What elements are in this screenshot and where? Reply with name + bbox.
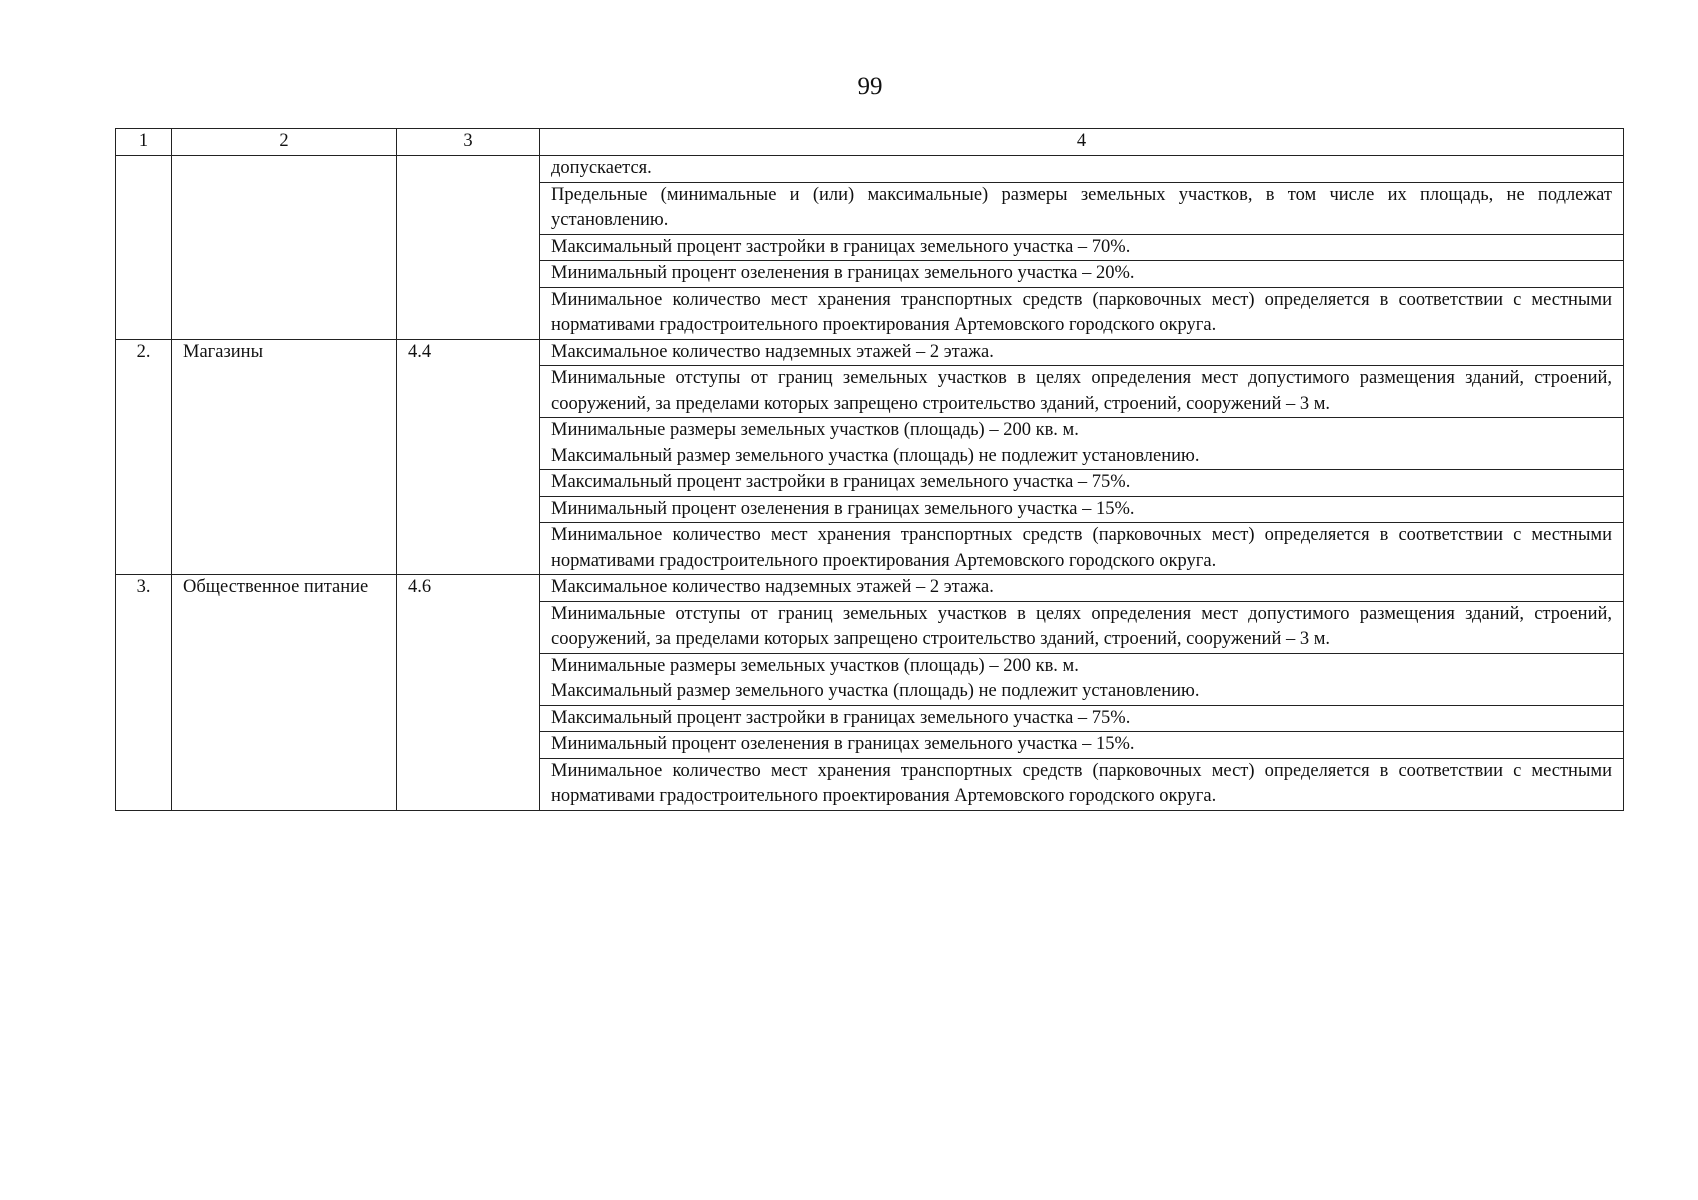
param-line: Минимальный процент озеленения в границах земельного участка – 15%.: [551, 734, 1135, 754]
entry-name-cell: Общественное питание: [172, 575, 397, 811]
param-line: Минимальные размеры земельных участков (площадь) – 200 кв. м.: [551, 655, 1079, 676]
param-cell: [540, 523, 1624, 575]
column-header-1: 1: [116, 129, 172, 156]
param-cell: допускается.: [540, 156, 1624, 183]
header-row: [116, 129, 1624, 156]
entry-number-cell: 2.: [116, 339, 172, 575]
param-line: Максимальный процент застройки в границах земельного участка – 75%.: [551, 707, 1131, 728]
param-line: Минимальный процент озеленения в границах земельного участка – 15%.: [551, 498, 1135, 519]
entry-name-cell: Магазины: [172, 339, 397, 575]
continued-code-cell: [397, 156, 540, 340]
param-line: Минимальное количество мест хранения транспортных средств (парковочных мест) определяется в соответствии с местными нормативами градостроительного проектирования Артемовского городского округа.: [551, 760, 1612, 806]
param-cell: Минимальный процент озеленения в границах земельного участка – 20%.: [540, 261, 1624, 288]
param-line: Минимальные размеры земельных участков (площадь) – 200 кв. м.: [551, 420, 1079, 440]
table-body: [116, 156, 1624, 811]
entry-number-cell: 3.: [116, 575, 172, 811]
param-cell: [540, 705, 1624, 732]
param-cell: [540, 496, 1624, 523]
param-cell: [540, 653, 1624, 705]
param-cell: [540, 470, 1624, 497]
param-cell: [540, 575, 1624, 602]
param-cell: Максимальный процент застройки в границах земельного участка – 70%.: [540, 234, 1624, 261]
column-header-2: 2: [172, 129, 397, 156]
param-cell: [540, 339, 1624, 366]
entry-code-cell: 4.4: [397, 339, 540, 575]
param-line: Максимальный процент застройки в границах земельного участка – 75%.: [551, 472, 1131, 492]
param-cell: [540, 366, 1624, 418]
param-line: Максимальное количество надземных этажей – 2 этажа.: [551, 341, 994, 362]
column-header-4: 4: [540, 129, 1624, 156]
table-row: [116, 339, 1624, 366]
entry-code-cell: 4.6: [397, 575, 540, 811]
param-line: Минимальные отступы от границ земельных участков в целях определения мест допустимого размещения зданий, строений, сооружений, за пределами которых запрещено строительство зданий, строений, сооружений – 3 м.: [551, 603, 1612, 649]
param-cell: [540, 601, 1624, 653]
param-cell: Предельные (минимальные и (или) максимальные) размеры земельных участков, в том числе их площадь, не подлежат установлению.: [540, 182, 1624, 234]
table-header: [116, 129, 1624, 156]
table-row: [116, 575, 1624, 602]
param-cell: [540, 758, 1624, 810]
param-line: Максимальный размер земельного участка (площадь) не подлежит установлению.: [551, 681, 1200, 701]
regulations-table: [115, 128, 1624, 811]
param-cell: Минимальное количество мест хранения транспортных средств (парковочных мест) определяется в соответствии с местными нормативами градостроительного проектирования Артемовского городского округа.: [540, 287, 1624, 339]
continued-name-cell: [172, 156, 397, 340]
param-line: Максимальное количество надземных этажей – 2 этажа.: [551, 577, 994, 597]
page-number: 99: [857, 73, 883, 100]
param-line: Минимальное количество мест хранения транспортных средств (парковочных мест) определяется в соответствии с местными нормативами градостроительного проектирования Артемовского городского округа.: [551, 525, 1612, 571]
continued-num-cell: [116, 156, 172, 340]
table-row: [116, 156, 1624, 183]
param-line: Минимальные отступы от границ земельных участков в целях определения мест допустимого размещения зданий, строений, сооружений, за пределами которых запрещено строительство зданий, строений, сооружений – 3 м.: [551, 368, 1612, 414]
param-cell: [540, 418, 1624, 470]
param-cell: [540, 732, 1624, 759]
param-line: Максимальный размер земельного участка (площадь) не подлежит установлению.: [551, 445, 1200, 466]
column-header-3: 3: [397, 129, 540, 156]
